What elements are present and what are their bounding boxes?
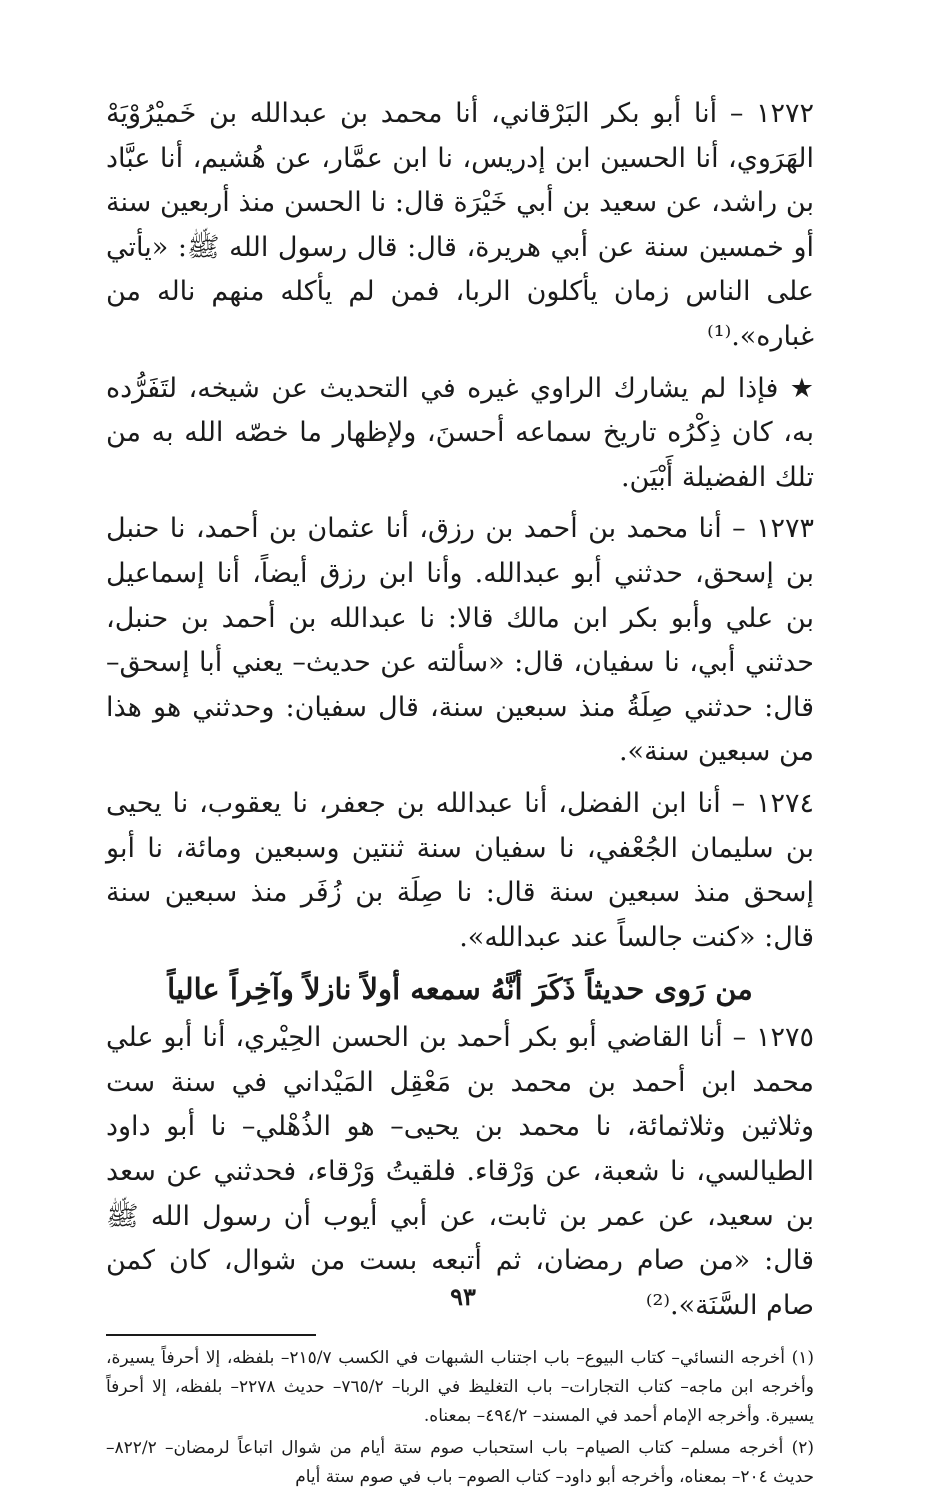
footnote-1: (١) أخرجه النسائي– كتاب البيوع– باب اجتناب الشبهات في الكسب ٢١٥/٧– بلفظه، إلا أحرفاً يسيرة، وأخرجه ابن ماجه– كتاب التجارات– باب التغليظ في الربا– ٧٦٥/٢– حديث ٢٢٧٨– بلفظه، إلا أحرفاً يسيرة. وأخرجه الإمام أحمد في المسند– ٤٩٤/٢– بمعناه. bbox=[106, 1348, 814, 1427]
commentary-paragraph: ★ فإذا لم يشارك الراوي غيره في التحديث عن شيخه، لتَفَرُّده به، كان ذِكْرُه تاريخ سماعه أحسنَ، ولإظهار ما خصّه الله به من تلك الفضيلة أَبْيَن. bbox=[106, 372, 814, 493]
hadith-paragraph-1274: ١٢٧٤ – أنا ابن الفضل، أنا عبدالله بن جعفر، نا يعقوب، نا يحيى بن سليمان الجُعْفي، نا سفيان سنة ثنتين وسبعين ومائة، نا أبو إسحق منذ سبعين سنة قال: نا صِلَة بن زُفَر منذ سبعين سنة قال: «كنت جالساً عند عبدالله». bbox=[106, 787, 814, 953]
hadith-paragraph-1275: ١٢٧٥ – أنا القاضي أبو بكر أحمد بن الحسن الحِيْري، أنا أبو علي محمد ابن أحمد بن محمد بن مَعْقِل المَيْداني في سنة ست وثلاثين وثلاثمائة، نا محمد بن يحيى– هو الذُهْلي– نا أبو داود الطيالسي، نا شعبة، عن وَرْقاء. فلقيتُ وَرْقاء، فحدثني عن سعد بن سعيد، عن عمر بن ثابت، عن أبي أيوب أن رسول الله ﷺ قال: «من صام رمضان، ثم أتبعه بست من شوال، كان كمن صام السَّنَة».⁽²⁾ bbox=[106, 1022, 814, 1321]
hadith-paragraph-1273: ١٢٧٣ – أنا محمد بن أحمد بن رزق، أنا عثمان بن أحمد، نا حنبل بن إسحق، حدثني أبو عبدالله. وأنا ابن رزق أيضاً، أنا إسماعيل بن علي وأبو بكر ابن مالك قالا: نا عبدالله بن أحمد بن حنبل، حدثني أبي، نا سفيان، قال: «سألته عن حديث– يعني أبا إسحق– قال: حدثني صِلَةُ منذ سبعين سنة، قال سفيان: وحدثني هو هذا من سبعين سنة». bbox=[106, 513, 814, 768]
section-heading: من رَوى حديثاً ذَكَرَ أنَّهُ سمعه أولاً نازلاً وآخِراً عالياً bbox=[167, 972, 753, 1007]
footnote-separator bbox=[106, 1334, 316, 1336]
page-number: ٩٣ bbox=[450, 1282, 476, 1311]
footnote-2: (٢) أخرجه مسلم– كتاب الصيام– باب استحباب صوم ستة أيام من شوال اتباعاً لرمضان– ٨٢٢/٢– حديث ٢٠٤– بمعناه، وأخرجه أبو داود– كتاب الصوم– باب في صوم ستة أيام bbox=[106, 1438, 814, 1488]
hadith-paragraph-1272: ١٢٧٢ – أنا أبو بكر البَرْقاني، أنا محمد بن عبدالله بن خَميْرُوْيَهْ الهَرَوي، أنا الحسين ابن إدريس، نا ابن عمَّار، عن هُشيم، أنا عبَّاد بن راشد، عن سعيد بن أبي خَيْرَة قال: نا الحسن منذ أربعين سنة أو خمسين سنة عن أبي هريرة، قال: قال رسول الله ﷺ: «يأتي على الناس زمان يأكلون الربا، فمن لم يأكله منهم ناله من غباره».⁽¹⁾ bbox=[106, 98, 814, 352]
